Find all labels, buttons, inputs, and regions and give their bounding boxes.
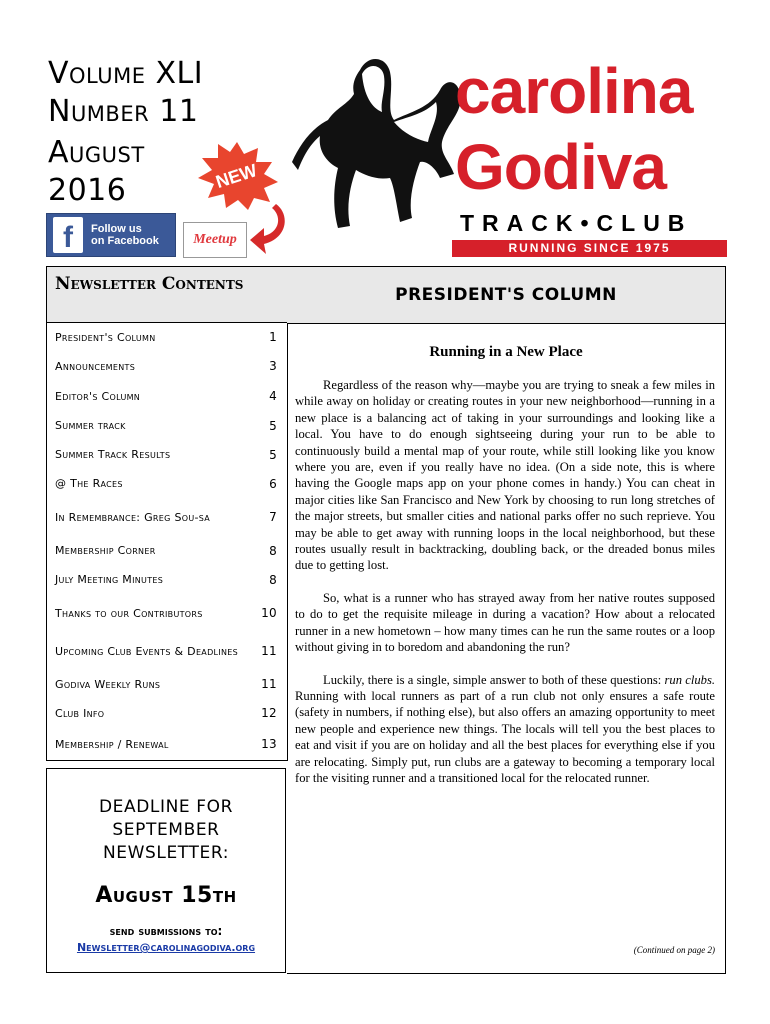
volume-label: Volume XLI xyxy=(48,56,204,91)
issue-info xyxy=(48,55,203,210)
toc-item[interactable] xyxy=(47,440,287,469)
article-body xyxy=(295,377,715,802)
toc-item-page: 1 xyxy=(269,330,277,344)
toc-item[interactable] xyxy=(47,323,287,351)
deadline-line3: NEWSLETTER: xyxy=(102,843,230,863)
paragraph-1: Regardless of the reason why—maybe you are trying to sneak a few miles in while away on holiday or creating routes in your new neighborhood—running in a new place is a balancing act of taking in your surroundings and looking like a local. You have to do enough sightseeing during your run to be able to continuously build a mental map of your route, while still looking like you know where you are, even if you really have no idea. (On a side note, this is where having the Google maps app on your phone comes in handy.) You can cheat in major cities like San Francisco and New York by choosing to run long stretches of the major streets, but smaller cities and national parks offer no such reprieve. You may be able to get away with running loops in the local neighborhood, but these routes usually result in backtracking, doubling back, or the dreaded bonus miles due to getting lost. xyxy=(295,378,715,573)
toc-item-page: 4 xyxy=(269,389,277,403)
article-title: Running in a New Place xyxy=(429,344,583,360)
new-badge-text: NEW xyxy=(213,160,260,193)
toc-item[interactable] xyxy=(47,536,287,565)
logo-running-since: RUNNING SINCE 1975 xyxy=(452,240,727,257)
arrow-icon xyxy=(246,200,294,256)
section-title: PRESIDENT'S COLUMN xyxy=(287,267,725,324)
toc-item[interactable] xyxy=(47,351,287,381)
toc-item[interactable] xyxy=(47,632,287,670)
toc-item-label: Upcoming Club Events & Deadlines xyxy=(55,644,238,658)
toc-item-label: Godiva Weekly Runs xyxy=(55,677,161,691)
toc-item-label: Membership / Renewal xyxy=(55,737,169,751)
toc-title: Newsletter Contents xyxy=(47,267,287,323)
toc-item-label: Club Info xyxy=(55,706,105,720)
toc-item[interactable] xyxy=(47,411,287,440)
toc-item[interactable] xyxy=(47,698,287,728)
continued-note: (Continued on page 2) xyxy=(633,945,715,955)
toc-box xyxy=(46,266,288,761)
toc-item-label: In Remembrance: Greg Sou-sa xyxy=(55,510,211,524)
toc-item[interactable] xyxy=(47,728,287,760)
toc-item[interactable] xyxy=(47,594,287,632)
toc-item-label: Summer track xyxy=(55,419,126,432)
toc-item-label: President's Column xyxy=(55,330,156,344)
toc-item[interactable] xyxy=(47,498,287,536)
toc-item[interactable] xyxy=(47,381,287,411)
logo-title xyxy=(455,55,693,203)
toc-item-page: 5 xyxy=(269,418,277,433)
toc-item-label: Thanks to our Contributors xyxy=(55,606,203,620)
toc-item-label: Membership Corner xyxy=(55,544,156,557)
toc-item-page: 11 xyxy=(261,644,277,658)
president-column xyxy=(287,266,726,974)
deadline-line2: SEPTEMBER xyxy=(112,820,220,840)
toc-item-page: 6 xyxy=(269,476,277,491)
deadline-date: August 15th xyxy=(95,883,237,908)
toc-item[interactable] xyxy=(47,670,287,698)
logo-track-club: TRACK•CLUB xyxy=(460,210,693,236)
facebook-icon: f xyxy=(53,217,83,253)
paragraph-3: Luckily, there is a single, simple answer to both of these questions: run clubs. Running with local runners as part of a run club not only ensures a safe route (safety in numbers, if nothing else), but also offers an amazing opportunity to meet new people and experience new things. The locals will tell you the best places to eat and visit if you are on holiday and all the best places for everything else if you are relocating. Simply put, run clubs are a gateway to becoming a temporary local for the visiting runner and a transitioned local for the relocated runner. xyxy=(295,672,715,785)
toc-item-page: 10 xyxy=(261,606,277,620)
toc-item-page: 13 xyxy=(261,737,277,751)
facebook-line1: Follow us xyxy=(91,223,142,235)
toc-item-label: @ The Races xyxy=(55,477,123,490)
paragraph-2: So, what is a runner who has strayed away from her native routes supposed to do to get the requisite mileage in during a vacation? How about a relocated runner in a new hometown – how many times can he run the same routes or a loop without giving in to boredom and abandoning the run? xyxy=(295,590,715,655)
toc-item-page: 5 xyxy=(269,447,277,462)
toc-item-page: 3 xyxy=(269,359,277,373)
toc-item-page: 11 xyxy=(261,677,277,691)
logo-line1: carolina xyxy=(455,55,693,127)
facebook-button[interactable] xyxy=(46,213,176,257)
toc-item-page: 8 xyxy=(269,543,277,558)
deadline-line1: DEADLINE FOR xyxy=(98,797,234,817)
godiva-horse-logo-icon xyxy=(290,50,465,245)
logo-line2: Godiva xyxy=(455,131,666,203)
toc-item-page: 8 xyxy=(269,572,277,587)
toc-item-page: 7 xyxy=(269,510,277,524)
newsletter-email-link[interactable]: Newsletter@carolinagodiva.org xyxy=(76,941,256,954)
deadline-send: send submissions to: xyxy=(109,924,223,938)
toc-item[interactable] xyxy=(47,565,287,594)
facebook-line2: on Facebook xyxy=(91,235,159,247)
toc-item-label: Editor's Column xyxy=(55,389,141,403)
month-label: August xyxy=(48,135,145,170)
toc-item[interactable] xyxy=(47,469,287,498)
meetup-button[interactable]: Meetup xyxy=(183,222,247,258)
toc-item-label: Announcements xyxy=(55,359,136,373)
number-label: Number 11 xyxy=(48,94,199,129)
toc-item-label: July Meeting Minutes xyxy=(55,573,164,586)
deadline-box xyxy=(46,768,286,973)
year-label: 2016 xyxy=(48,173,127,208)
toc-item-label: Summer Track Results xyxy=(55,448,171,461)
toc-item-page: 12 xyxy=(261,706,277,720)
